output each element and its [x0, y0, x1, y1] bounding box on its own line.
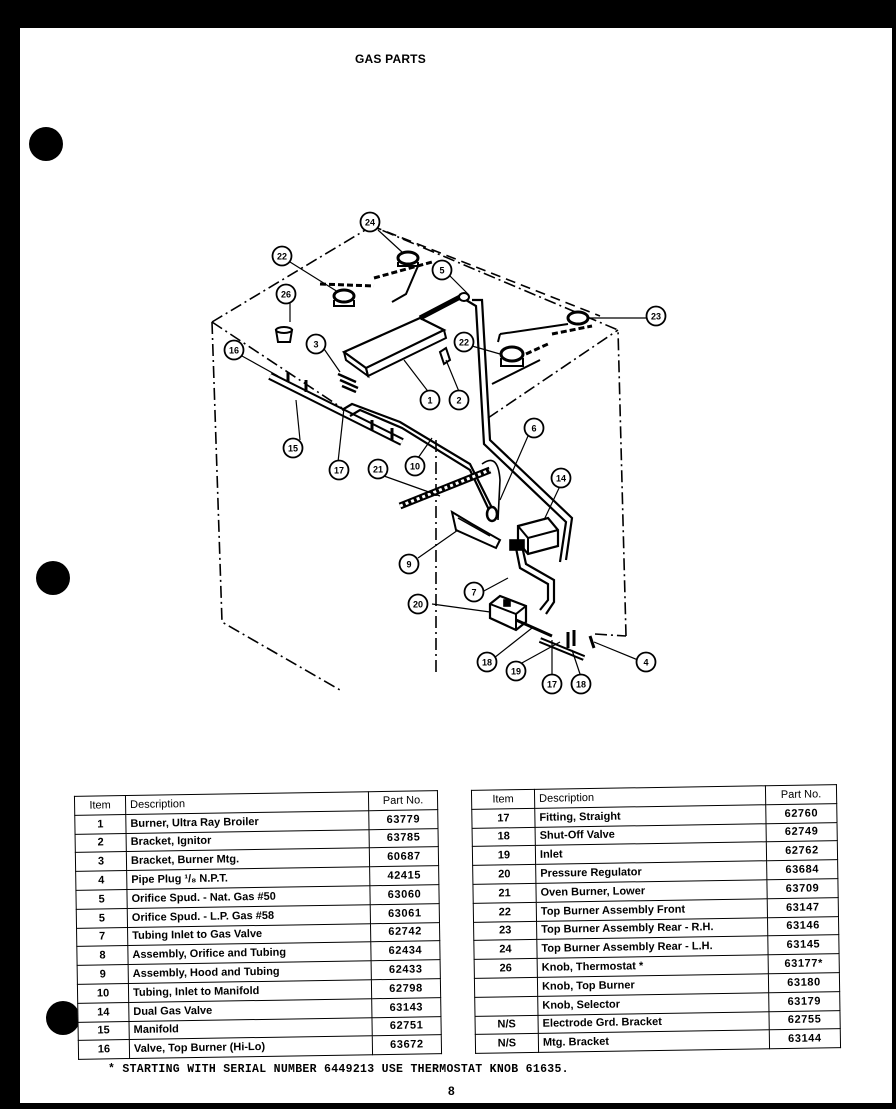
description-cell: Pressure Regulator — [536, 861, 767, 883]
callout-label: 1 — [427, 395, 433, 406]
cabinet-outline — [488, 330, 618, 418]
part-number-cell: 62433 — [371, 960, 440, 980]
callout-22 — [273, 247, 292, 266]
item-cell: 19 — [472, 846, 535, 866]
description-cell: Orifice Spud. - Nat. Gas #50 — [127, 886, 370, 909]
part-number-cell: 62760 — [766, 803, 837, 823]
description-cell: Top Burner Assembly Front — [536, 899, 767, 921]
callout-14 — [552, 469, 571, 488]
item-cell — [475, 996, 538, 1016]
callout-16 — [225, 341, 244, 360]
description-cell: Assembly, Orifice and Tubing — [128, 942, 371, 965]
callout-label: 14 — [555, 473, 567, 484]
item-cell: N/S — [475, 1034, 538, 1054]
description-cell: Knob, Top Burner — [537, 974, 768, 996]
description-cell: Burner, Ultra Ray Broiler — [126, 811, 369, 834]
cabinet-outline — [212, 226, 626, 636]
parts-table-left — [74, 790, 442, 1060]
part-number-cell: 63145 — [768, 935, 839, 955]
manifold — [270, 372, 402, 442]
column-header-part-no: Part No. — [765, 785, 836, 805]
item-cell: 17 — [472, 808, 535, 828]
description-cell: Dual Gas Valve — [129, 998, 372, 1021]
description-cell: Fitting, Straight — [535, 805, 766, 827]
column-header-item: Item — [471, 789, 534, 809]
part-number-cell: 62749 — [766, 822, 837, 842]
description-cell: Tubing Inlet to Gas Valve — [128, 923, 371, 946]
callout-label: 16 — [228, 345, 240, 356]
description-cell: Valve, Top Burner (Hi-Lo) — [129, 1036, 372, 1059]
callout-label: 21 — [372, 464, 384, 475]
item-cell: 8 — [77, 946, 128, 966]
part-number-cell: 62751 — [372, 1016, 441, 1036]
item-cell: 4 — [76, 871, 127, 891]
callout-label: 20 — [412, 599, 424, 610]
description-cell: Shut-Off Valve — [535, 823, 766, 845]
part-number-cell: 63672 — [372, 1035, 441, 1055]
item-cell: 22 — [473, 902, 536, 922]
callout-label: 3 — [313, 339, 319, 350]
callout-5 — [433, 261, 452, 280]
item-cell: 2 — [75, 833, 126, 853]
item-cell: 23 — [474, 921, 537, 941]
pressure-regulator — [490, 596, 552, 636]
item-cell: 15 — [78, 1021, 129, 1041]
part-number-cell: 63061 — [370, 903, 439, 923]
callout-label: 18 — [575, 679, 587, 690]
part-number-cell: 62434 — [371, 941, 440, 961]
footnote: * STARTING WITH SERIAL NUMBER 6449213 USE THERMOSTAT KNOB 61635. — [108, 1063, 569, 1076]
description-cell: Orifice Spud. - L.P. Gas #58 — [127, 905, 370, 928]
callout-6 — [525, 419, 544, 438]
callout-label: 15 — [287, 443, 299, 454]
callout-7 — [465, 583, 484, 602]
cabinet-outline — [595, 634, 626, 636]
top-burner-front-l — [320, 284, 374, 306]
callout-17 — [330, 461, 349, 480]
callout-15 — [284, 439, 303, 458]
callout-label: 22 — [458, 337, 470, 348]
description-cell: Top Burner Assembly Rear - R.H. — [537, 917, 768, 939]
column-header-description: Description — [125, 792, 368, 815]
part-number-cell: 63180 — [768, 973, 839, 993]
part-number-cell: 63060 — [370, 885, 439, 905]
callout-label: 5 — [439, 265, 445, 276]
page-title: GAS PARTS — [355, 52, 426, 66]
leader-lines — [242, 230, 648, 674]
callout-2 — [450, 391, 469, 410]
part-number-cell: 63709 — [767, 879, 838, 899]
item-cell: 24 — [474, 940, 537, 960]
callout-label: 19 — [510, 666, 522, 677]
part-number-cell: 63177* — [768, 954, 839, 974]
description-cell: Inlet — [535, 842, 766, 864]
callout-18 — [572, 675, 591, 694]
callout-label: 7 — [471, 587, 477, 598]
callout-label: 23 — [650, 311, 662, 322]
callout-26 — [277, 285, 296, 304]
knob-thermostat — [276, 327, 292, 342]
ignitor-bracket — [440, 348, 450, 364]
item-cell: 21 — [473, 883, 536, 903]
callout-label: 17 — [333, 465, 345, 476]
column-header-item: Item — [74, 796, 125, 816]
tubing-orifice — [472, 300, 572, 560]
callout-label: 2 — [456, 395, 462, 406]
dual-gas-valve — [510, 518, 558, 554]
description-cell: Knob, Selector — [538, 993, 769, 1015]
part-number-cell: 63143 — [372, 997, 441, 1017]
part-number-cell: 63785 — [369, 828, 438, 848]
item-cell: 3 — [75, 852, 126, 872]
callout-10 — [406, 457, 425, 476]
item-cell: 14 — [78, 1002, 129, 1022]
description-cell: Top Burner Assembly Rear - L.H. — [537, 936, 768, 958]
parts-table-right — [471, 784, 841, 1054]
part-number-cell: 63146 — [767, 916, 838, 936]
description-cell: Electrode Grd. Bracket — [538, 1011, 769, 1033]
top-burner-rear-lh — [374, 252, 432, 302]
tubing-inlet-to-valve — [516, 548, 548, 610]
item-cell: 18 — [472, 827, 535, 847]
part-number-cell: 63684 — [767, 860, 838, 880]
description-cell: Manifold — [129, 1017, 372, 1040]
callout-3 — [307, 335, 326, 354]
callout-17 — [543, 675, 562, 694]
callout-24 — [361, 213, 380, 232]
description-cell: Bracket, Ignitor — [126, 829, 369, 852]
callout-label: 26 — [280, 289, 292, 300]
item-cell: 9 — [77, 965, 128, 985]
callout-label: 18 — [481, 657, 493, 668]
item-cell: 10 — [77, 984, 128, 1004]
callout-label: 6 — [531, 423, 537, 434]
burner-mtg-bracket — [338, 374, 358, 392]
item-cell: 7 — [77, 927, 128, 947]
description-cell: Pipe Plug ¹/₈ N.P.T. — [127, 867, 370, 890]
part-number-cell: 62762 — [766, 841, 837, 861]
part-number-cell: 62798 — [371, 979, 440, 999]
callout-label: 22 — [276, 251, 288, 262]
description-cell: Mtg. Bracket — [538, 1030, 769, 1052]
item-cell: N/S — [475, 1015, 538, 1035]
cabinet-outline — [372, 226, 600, 316]
item-cell: 1 — [75, 814, 126, 834]
column-header-part-no: Part No. — [368, 791, 437, 811]
item-cell: 26 — [474, 959, 537, 979]
callout-1 — [421, 391, 440, 410]
callout-22 — [455, 333, 474, 352]
tubing-inlet-to-valve — [522, 546, 554, 614]
item-cell: 5 — [76, 908, 127, 928]
top-burner-front-r — [492, 344, 548, 384]
page-number: 8 — [448, 1084, 455, 1098]
part-number-cell: 42415 — [370, 866, 439, 886]
item-cell — [474, 977, 537, 997]
callout-21 — [369, 460, 388, 479]
callout-label: 24 — [364, 217, 376, 228]
callout-9 — [400, 555, 419, 574]
description-cell: Tubing, Inlet to Manifold — [128, 980, 371, 1003]
description-cell: Bracket, Burner Mtg. — [126, 848, 369, 871]
part-number-cell: 62742 — [370, 922, 439, 942]
pipe-plug — [590, 636, 594, 648]
part-number-cell: 63147 — [767, 897, 838, 917]
item-cell: 20 — [473, 865, 536, 885]
callout-label: 9 — [406, 559, 412, 570]
column-header-description: Description — [534, 786, 765, 808]
callout-20 — [409, 595, 428, 614]
part-number-cell: 63144 — [769, 1029, 840, 1049]
callout-label: 10 — [409, 461, 421, 472]
description-cell: Assembly, Hood and Tubing — [128, 961, 371, 984]
part-number-cell: 60687 — [369, 847, 438, 867]
description-cell: Knob, Thermostat * — [537, 955, 768, 977]
item-cell: 16 — [78, 1040, 129, 1060]
part-number-cell: 63779 — [369, 809, 438, 829]
callout-label: 17 — [546, 679, 558, 690]
item-cell: 5 — [76, 890, 127, 910]
part-number-cell: 62755 — [769, 1010, 840, 1030]
description-cell: Oven Burner, Lower — [536, 880, 767, 902]
callout-23 — [647, 307, 666, 326]
top-burner-rear-rh — [498, 312, 592, 342]
callout-18 — [478, 653, 497, 672]
part-number-cell: 63179 — [769, 991, 840, 1011]
callout-19 — [507, 662, 526, 681]
callout-4 — [637, 653, 656, 672]
callout-label: 4 — [643, 657, 649, 668]
